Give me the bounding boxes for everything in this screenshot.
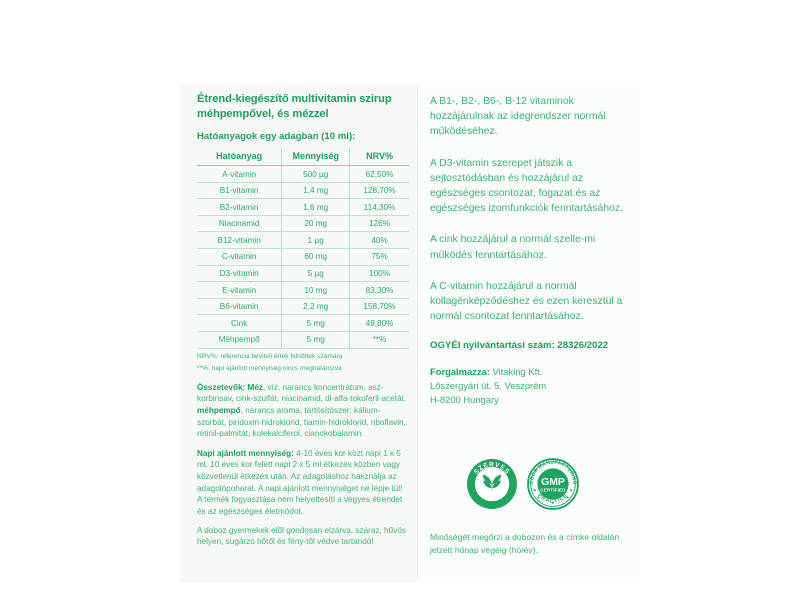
ingredients-part-2: , narancs aroma, tartósítószer: kálium-szorbát, piridoxin-hidroklorid, tiamin-hidroklorid, riboflavin, retinil-palmitát, kolekalciferol, cianokobalamin. xyxy=(197,405,406,439)
distributor-label: Forgalmazza: xyxy=(430,366,490,378)
ingredients-paragraph xyxy=(197,382,409,440)
table-row xyxy=(197,265,409,282)
badge-center-text: GMP xyxy=(541,477,565,489)
health-claim-zinc: A cink hozzájárul a normál szelle-mi működés fenntartásához. xyxy=(430,234,596,261)
cell-nrv: 75% xyxy=(350,249,409,266)
table-row xyxy=(197,331,409,348)
cell-nrv: 158,70% xyxy=(350,298,409,315)
column-header-nrv: NRV% xyxy=(350,148,409,166)
cell-amount: 10 mg xyxy=(282,282,350,299)
table-row xyxy=(197,199,409,216)
cell-nrv: **% xyxy=(350,331,409,348)
left-column xyxy=(197,92,409,548)
dosage-text: 4-10 éves kor közt napi 1 x 5 ml, 10 éves kor felett napi 2 x 5 ml étkezés közben vagy közvetlenül étkezés után. Az adagoláshoz használja az adagolópoharat. A napi ajánlott mennyiséget ne lépje túl! A termék fogyasztása nem helyettesíti a vegyes étrendet és az egészséges életmódot. xyxy=(197,448,403,517)
cell-amount: 500 µg xyxy=(282,166,350,183)
distributor-address-line-1: Lőszergyári út. 5. Veszprém xyxy=(430,380,547,392)
health-claim-c-vitamin: A C-vitamin hozzájárul a normál kollagénképződéshez és ezen keresztül a normál csontozat fenntartásához. xyxy=(430,280,623,323)
product-title: Étrend-kiegészítő multivitamin szirup méhpempővel, és mézzel xyxy=(197,93,392,120)
ingredients-highlight-royal-jelly: méhpempő xyxy=(197,405,241,415)
ingredients-highlight-honey: Méz xyxy=(247,382,263,392)
cell-amount: 1 µg xyxy=(282,232,350,249)
cell-ingredient: Méhpempő xyxy=(197,331,282,348)
table-row xyxy=(197,249,409,266)
gmp-certified-badge xyxy=(527,458,579,510)
cell-amount: 60 mg xyxy=(282,249,350,266)
cell-amount: 2,2 mg xyxy=(282,298,350,315)
footnote-stars: **%: napi ajánlott mennyiség nincs meghatározva xyxy=(197,365,342,373)
cell-amount: 5 µg xyxy=(282,265,350,282)
badge-bottom-text: ÖSSZETEVŐK xyxy=(473,487,511,504)
cell-ingredient: C-vitamin xyxy=(197,249,282,266)
dosage-label: Napi ajánlott mennyiség: xyxy=(197,448,294,458)
registration-number: OGYÉI nyilvántartási szám: 28326/2022 xyxy=(430,340,609,352)
table-row xyxy=(197,166,409,183)
table-header-row xyxy=(197,148,409,166)
cell-amount: 5 mg xyxy=(282,331,350,348)
cell-amount: 1,6 mg xyxy=(282,199,350,216)
cell-ingredient: Cink xyxy=(197,315,282,332)
distributor-address-line-2: H-8200 Hungary xyxy=(430,394,499,406)
cell-ingredient: A-vitamin xyxy=(197,166,282,183)
column-header-amount: Mennyiség xyxy=(282,148,350,166)
column-header-ingredient: Hatóanyag xyxy=(197,148,282,166)
cell-nrv: 49,80% xyxy=(350,315,409,332)
table-row xyxy=(197,282,409,299)
table-row xyxy=(197,298,409,315)
table-row xyxy=(197,182,409,199)
badge-bottom-text: PRACTICE xyxy=(536,492,570,505)
cell-ingredient: B6-vitamin xyxy=(197,298,282,315)
cell-nrv: 100% xyxy=(350,265,409,282)
distributor-name: Vitaking Kft. xyxy=(489,366,543,378)
table-row xyxy=(197,315,409,332)
badge-top-text: SZERVES xyxy=(472,461,512,476)
szerves-osszetevok-badge xyxy=(466,458,518,510)
health-claim-b-vitamins: A B1-, B2-, B6-, B-12 vitaminok hozzájárulnak az idegrendszer normál működéséhez. xyxy=(430,96,606,138)
cell-nrv: 126% xyxy=(350,215,409,232)
cell-nrv: 114,30% xyxy=(350,199,409,216)
cell-amount: 20 mg xyxy=(282,215,350,232)
cell-nrv: 128,70% xyxy=(350,182,409,199)
storage-paragraph: A doboz gyermekek elől gondosan elzárva, száraz, hűvös helyen, sugárzó hőtől és fény-től védve tartandó! xyxy=(197,525,406,547)
cell-amount: 5 mg xyxy=(282,315,350,332)
cell-amount: 1,4 mg xyxy=(282,182,350,199)
cell-ingredient: B2-vitamin xyxy=(197,199,282,216)
footnote-nrv: NRV%: referencia beviteli érték felnőttek számára xyxy=(197,352,343,360)
cell-ingredient: D3-vitamin xyxy=(197,265,282,282)
column-divider xyxy=(417,88,418,578)
nutrition-table xyxy=(197,148,409,349)
table-row xyxy=(197,232,409,249)
cell-ingredient: E-vitamin xyxy=(197,282,282,299)
badge-top-text: GOOD MANUFACTURING xyxy=(529,460,577,485)
cell-ingredient: B12-vitamin xyxy=(197,232,282,249)
right-column xyxy=(430,92,635,422)
expiry-note: Minőségét megőrzi a dobozon és a címke oldalán jelzett hónap végéig (hó/év). xyxy=(430,532,620,555)
health-claim-d3-vitamin: A D3-vitamin szerepet játszik a sejtosztódásban és hozzájárul az egészséges csontozat, fogazat és az egészséges izomfunkciók fenntartásához. xyxy=(430,157,623,215)
nutrition-subtitle: Hatóanyagok egy adagban (10 ml): xyxy=(197,130,356,142)
cell-nrv: 83,30% xyxy=(350,282,409,299)
ingredients-part-1: , víz, narancs koncentrátum, asz-korbinsav, cink-szulfát, niacinamid, dl-alfa-tokoferil-acetát, xyxy=(197,382,407,404)
cell-nrv: 40% xyxy=(350,232,409,249)
distributor-line xyxy=(430,365,635,379)
dosage-paragraph xyxy=(197,448,409,518)
ingredients-label: Összetevők: xyxy=(197,382,246,392)
cell-ingredient: Niacinamid xyxy=(197,215,282,232)
distributor-block xyxy=(430,365,635,407)
badge-sub-text: CERTIFIED xyxy=(540,487,566,493)
table-row xyxy=(197,215,409,232)
cell-ingredient: B1-vitamin xyxy=(197,182,282,199)
certification-badges xyxy=(466,458,579,510)
cell-nrv: 62,50% xyxy=(350,166,409,183)
